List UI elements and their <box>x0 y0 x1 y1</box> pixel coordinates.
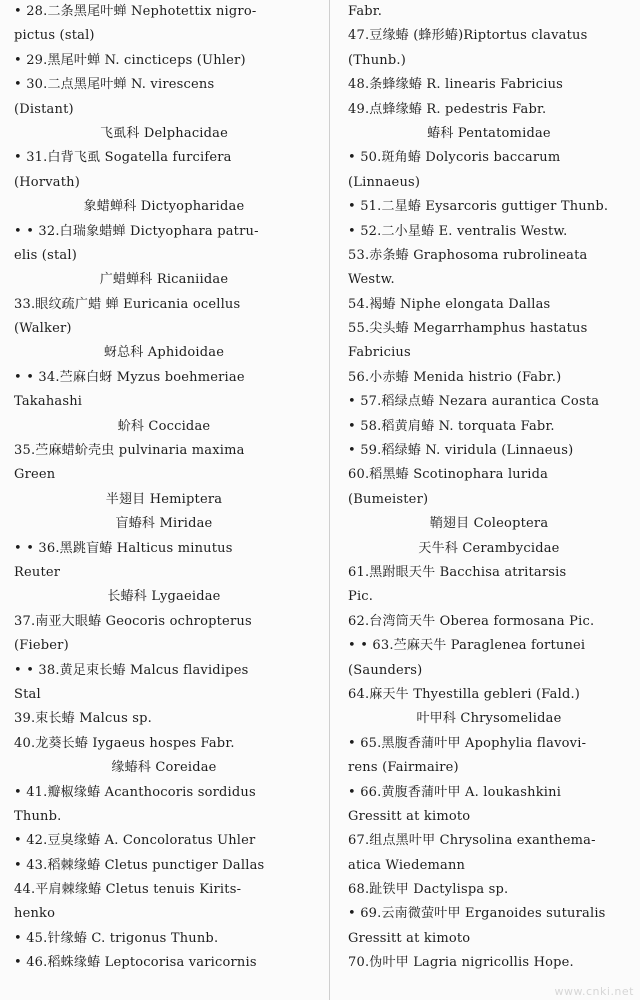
species-line: • • 38.黄足束长蝽 Malcus flavidipes <box>14 662 249 678</box>
species-line: 68.趾铁甲 Dactylispa sp. <box>348 882 509 898</box>
species-line: 56.小赤蝽 Menida histrio (Fabr.) <box>348 369 562 385</box>
species-line: 49.点蜂缘蝽 R. pedestris Fabr. <box>348 101 547 117</box>
taxon-header: 飞虱科 Delphacidae <box>99 125 229 141</box>
taxon-header: 蝽科 Pentatomidae <box>427 125 551 141</box>
species-line: Fabr. <box>348 4 383 19</box>
taxon-header: 鞘翅目 Coleoptera <box>429 516 549 532</box>
species-line: 67.组点黑叶甲 Chrysolina exanthema- <box>348 833 596 849</box>
species-line: • 51.二星蝽 Eysarcoris guttiger Thunb. <box>348 199 609 215</box>
species-line: • 65.黑腹香蒲叶甲 Apophylia flavovi- <box>348 735 587 751</box>
species-line: 61.黑跗眼天牛 Bacchisa atritarsis <box>348 564 567 580</box>
species-line: 40.龙葵长蝽 Iygaeus hospes Fabr. <box>14 735 235 751</box>
species-line: 64.麻天牛 Thyestilla gebleri (Fald.) <box>348 686 581 702</box>
species-line: rens (Fairmaire) <box>348 760 459 776</box>
species-line: 60.稻黑蝽 Scotinophara lurida <box>348 467 549 483</box>
species-line: 55.尖头蝽 Megarrhamphus hastatus <box>348 321 588 337</box>
species-line: • • 32.白瑞象蜡蝉 Dictyophara patru- <box>14 223 259 239</box>
species-line: • 41.瓣椒缘蝽 Acanthocoris sordidus <box>14 784 256 800</box>
species-line: 44.平肩棘缘蝽 Cletus tenuis Kirits- <box>14 882 242 898</box>
species-line: • 69.云南微萤叶甲 Erganoides suturalis <box>348 906 606 922</box>
species-line: (Linnaeus) <box>348 174 421 190</box>
species-line: 39.束长蝽 Malcus sp. <box>14 711 153 727</box>
species-line: 70.伪叶甲 Lagria nigricollis Hope. <box>348 955 574 971</box>
taxon-header: 天牛科 Cerambycidae <box>418 540 560 556</box>
species-line: • • 36.黑跳盲蝽 Halticus minutus <box>14 540 233 556</box>
species-line: Takahashi <box>14 394 83 410</box>
taxon-header: 象蜡蝉科 Dictyopharidae <box>83 199 245 215</box>
species-line: (Horvath) <box>14 174 81 190</box>
taxon-header: 广蜡蝉科 Ricaniidae <box>99 272 229 288</box>
species-line: • 28.二条黑尾叶蝉 Nephotettix nigro- <box>14 4 257 19</box>
species-line: • • 63.苎麻天牛 Paraglenea fortunei <box>348 638 586 654</box>
species-line: Pic. <box>348 589 374 605</box>
species-line: • 58.稻黄肩蝽 N. torquata Fabr. <box>348 418 555 434</box>
species-line: elis (stal) <box>14 247 77 263</box>
column-divider <box>329 0 330 1000</box>
species-line: • 52.二小星蝽 E. ventralis Westw. <box>348 223 568 239</box>
taxon-header: 叶甲科 Chrysomelidae <box>416 711 562 727</box>
species-line: 48.条蜂缘蝽 R. linearis Fabricius <box>348 77 564 93</box>
species-line: 54.褐蝽 Niphe elongata Dallas <box>348 296 551 312</box>
species-line: • 42.豆臭缘蝽 A. Concoloratus Uhler <box>14 833 256 849</box>
left-column <box>14 0 314 976</box>
species-line: (Distant) <box>14 101 74 117</box>
species-line: Fabricius <box>348 345 411 361</box>
taxon-header: 半翅目 Hemiptera <box>105 491 223 507</box>
taxon-header: 蚧科 Coccidae <box>117 418 211 434</box>
species-line: Green <box>14 467 56 483</box>
species-line: Thunb. <box>14 808 62 824</box>
species-line: Gressitt at kimoto <box>348 808 471 824</box>
species-line: Westw. <box>348 272 395 288</box>
species-line: henko <box>14 906 56 922</box>
species-line: 62.台湾筒天牛 Oberea formosana Pic. <box>348 613 595 629</box>
taxon-header: 缘蝽科 Coreidae <box>111 760 217 776</box>
species-line: Gressitt at kimoto <box>348 930 471 946</box>
species-line: • • 34.苎麻白蚜 Myzus boehmeriae <box>14 369 245 385</box>
species-line: (Walker) <box>14 321 72 337</box>
species-line: • 59.稻绿蝽 N. viridula (Linnaeus) <box>348 443 574 459</box>
species-line: pictus (stal) <box>14 28 95 44</box>
species-line: 47.豆缘蝽 (蜂形蝽)Riptortus clavatus <box>348 28 588 44</box>
species-line: 35.苎麻蜡蚧壳虫 pulvinaria maxima <box>14 443 245 459</box>
species-line: (Bumeister) <box>348 491 429 507</box>
species-line: • 43.稻棘缘蝽 Cletus punctiger Dallas <box>14 857 265 873</box>
species-line: • 30.二点黑尾叶蝉 N. virescens <box>14 77 215 93</box>
species-line: Reuter <box>14 564 61 580</box>
right-column <box>348 0 630 976</box>
species-line: 53.赤条蝽 Graphosoma rubrolineata <box>348 247 588 263</box>
species-line: 37.南亚大眼蝽 Geocoris ochropterus <box>14 613 252 629</box>
taxon-header: 长蝽科 Lygaeidae <box>107 589 221 605</box>
species-line: • 46.稻蛛缘蝽 Leptocorisa varicornis <box>14 955 257 971</box>
species-line: • 66.黄腹香蒲叶甲 A. loukashkini <box>348 784 562 800</box>
species-line: • 50.斑角蝽 Dolycoris baccarum <box>348 150 561 166</box>
species-line: 33.眼纹疏广蜡 蝉 Euricania ocellus <box>14 296 241 312</box>
species-line: • 57.稻绿点蝽 Nezara aurantica Costa <box>348 394 600 410</box>
species-line: (Fieber) <box>14 638 69 654</box>
species-line: • 45.针缘蝽 C. trigonus Thunb. <box>14 930 219 946</box>
species-line: • 31.白背飞虱 Sogatella furcifera <box>14 150 232 166</box>
watermark: www.cnki.net <box>554 985 634 998</box>
taxon-header: 盲蝽科 Miridae <box>115 516 213 532</box>
species-line: Stal <box>14 686 41 702</box>
species-line: (Saunders) <box>348 662 423 678</box>
species-line: atica Wiedemann <box>348 857 466 873</box>
species-line: (Thunb.) <box>348 52 406 68</box>
species-line: • 29.黑尾叶蝉 N. cincticeps (Uhler) <box>14 52 246 68</box>
taxon-header: 蚜总科 Aphidoidae <box>103 345 225 361</box>
